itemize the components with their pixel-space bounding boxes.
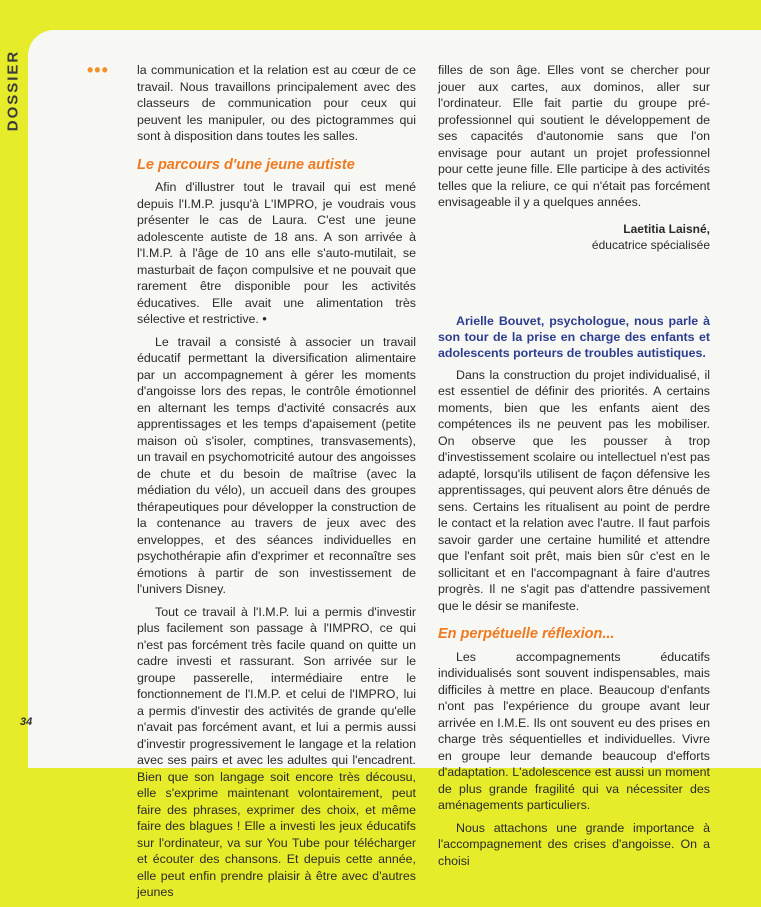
page-number: 34 bbox=[20, 716, 33, 728]
author-name: Laetitia Laisné, bbox=[623, 221, 710, 236]
paragraph-text: Afin d'illustrer tout le travail qui est mené depuis l'I.M.P. jusqu'à L'IMPRO, je voudrais vous présenter le cas de Laura. C'est une jeune adolescente autiste de 18 ans. A son arrivée à l'I.M.P. à l'âge de 10 ans elle s'auto-mutilait, se masturbait de façon compulsive et ne pouvait que rarement être disponible pour les activités éducatives. Elle avait une alimentation très sélective et restrictive. bbox=[137, 180, 416, 326]
left-column bbox=[137, 62, 416, 907]
signature-block bbox=[438, 221, 710, 253]
end-mark: • bbox=[262, 312, 267, 326]
section-heading: Le parcours d'une jeune autiste bbox=[137, 156, 355, 173]
paragraph: Dans la construction du projet individualisé, il est essentiel de définir des priorités. A certains moments, bien que les enfants aient des compétences ils ne peuvent pas les mobiliser. On observe que les pousser à trop d'investissement scolaire ou intellectuel n'est pas adapté, lorsqu'ils utilisent de façon défensive les apprentissages, qui peuvent alors être dénués de sens. Certains les ritualisent au point de perdre le contact et la relation avec l'autre. Il faut parfois savoir garder une certaine humilité et attendre que l'enfant soit prêt, mais bien sûr c'est en le sollicitant et en l'accompagnant à faire d'autres progrès. Il ne s'agit pas d'attendre passivement que le désir se manifeste. bbox=[438, 367, 710, 613]
author-role: éducatrice spécialisée bbox=[591, 237, 710, 252]
section-label-tab bbox=[0, 40, 26, 140]
section-heading: En perpétuelle réflexion... bbox=[438, 626, 615, 642]
paragraph: Nous attachons une grande importance à l'accompagnement des crises d'angoisse. On a choisi bbox=[438, 820, 710, 868]
paragraph: la communication et la relation est au cœur de ce travail. Nous travaillons principalement avec des classeurs de communication pour ceux qui peuvent les manipuler, ou des pictogrammes qui sont à disposition dans toutes les salles. bbox=[137, 63, 416, 143]
section-label: DOSSIER bbox=[4, 49, 22, 131]
paragraph: Tout ce travail à l'I.M.P. lui a permis d'investir plus facilement son passage à l'IMPRO, ce qui n'est pas forcément très facile quand on quitte un cadre investi et rassurant. Son arrivée sur le groupe passerelle, intermédiaire entre le fonctionnement de l'I.M.P. et celui de l'IMPRO, lui a permis d'investir des activités de grande qu'elle n'avait pas forcément avant, et lui a permis aussi d'investir progressivement le langage et la relation avec ses pairs et avec les adultes qui l'encadrent. Bien que son langage soit encore très décousu, elle s'exprime maintenant volontairement, peut faire des phrases, exprimer des choix, et même faire des blagues ! Elle a investi les jeux éducatifs sur l'ordinateur, va sur You Tube pour télécharger et écouter des chansons. Et depuis cette année, elle peut enfin prendre plaisir à être avec d'autres jeunes bbox=[137, 604, 416, 899]
decorative-dots-icon: ••• bbox=[87, 60, 109, 80]
paragraph: Le travail a consisté à associer un travail éducatif permettant la diversification alimentaire par un accompagnement à gérer les moments d'angoisse lors des repas, le contrôle émotionnel en alternant les temps d'activité consacrés aux apprentissages et les temps d'apaisement (petite maison où s'isoler, comptines, transvasements), un travail en psychomotricité autour des angoisses de chute et du besoin de maîtrise (avec la médiation du vélo), un accueil dans des groupes thérapeutiques pour développer la construction de la contenance au travers de jeux avec des enveloppes, et des séances individuelles en psychothérapie afin d'exprimer et reconnaître ses émotions à partir de son investissement de l'univers Disney. bbox=[137, 334, 416, 596]
right-column bbox=[438, 62, 710, 875]
paragraph bbox=[137, 179, 416, 328]
paragraph: filles de son âge. Elles vont se chercher pour jouer aux cartes, aux dominos, aller sur l'ordinateur. Elle fait partie du groupe pré-professionnel qui soutient le développement de ses capacités d'autonomie sans que l'on envisage pour autant un projet professionnel pour cette jeune fille. Elle participe à des activités telles que la reliure, ce qui n'était pas forcément envisageable il y a quelques années. bbox=[438, 63, 710, 209]
intro-paragraph: Arielle Bouvet, psychologue, nous parle à son tour de la prise en charge des enfants et adolescents porteurs de troubles autistiques. bbox=[438, 313, 710, 360]
yellow-corner-band bbox=[601, 0, 761, 34]
paragraph: Les accompagnements éducatifs individualisés sont souvent indispensables, mais difficiles à mettre en place. Beaucoup d'enfants n'ont pas l'expérience du groupe avant leur arrivée en I.M.E. Ils ont souvent eu des prises en charge très séquentielles et individuelles. Vivre en groupe leur demande beaucoup d'efforts d'adaptation. L'adolescence est aussi un moment de plus grande fragilité qui va nécessiter des aménagements particuliers. bbox=[438, 649, 710, 812]
